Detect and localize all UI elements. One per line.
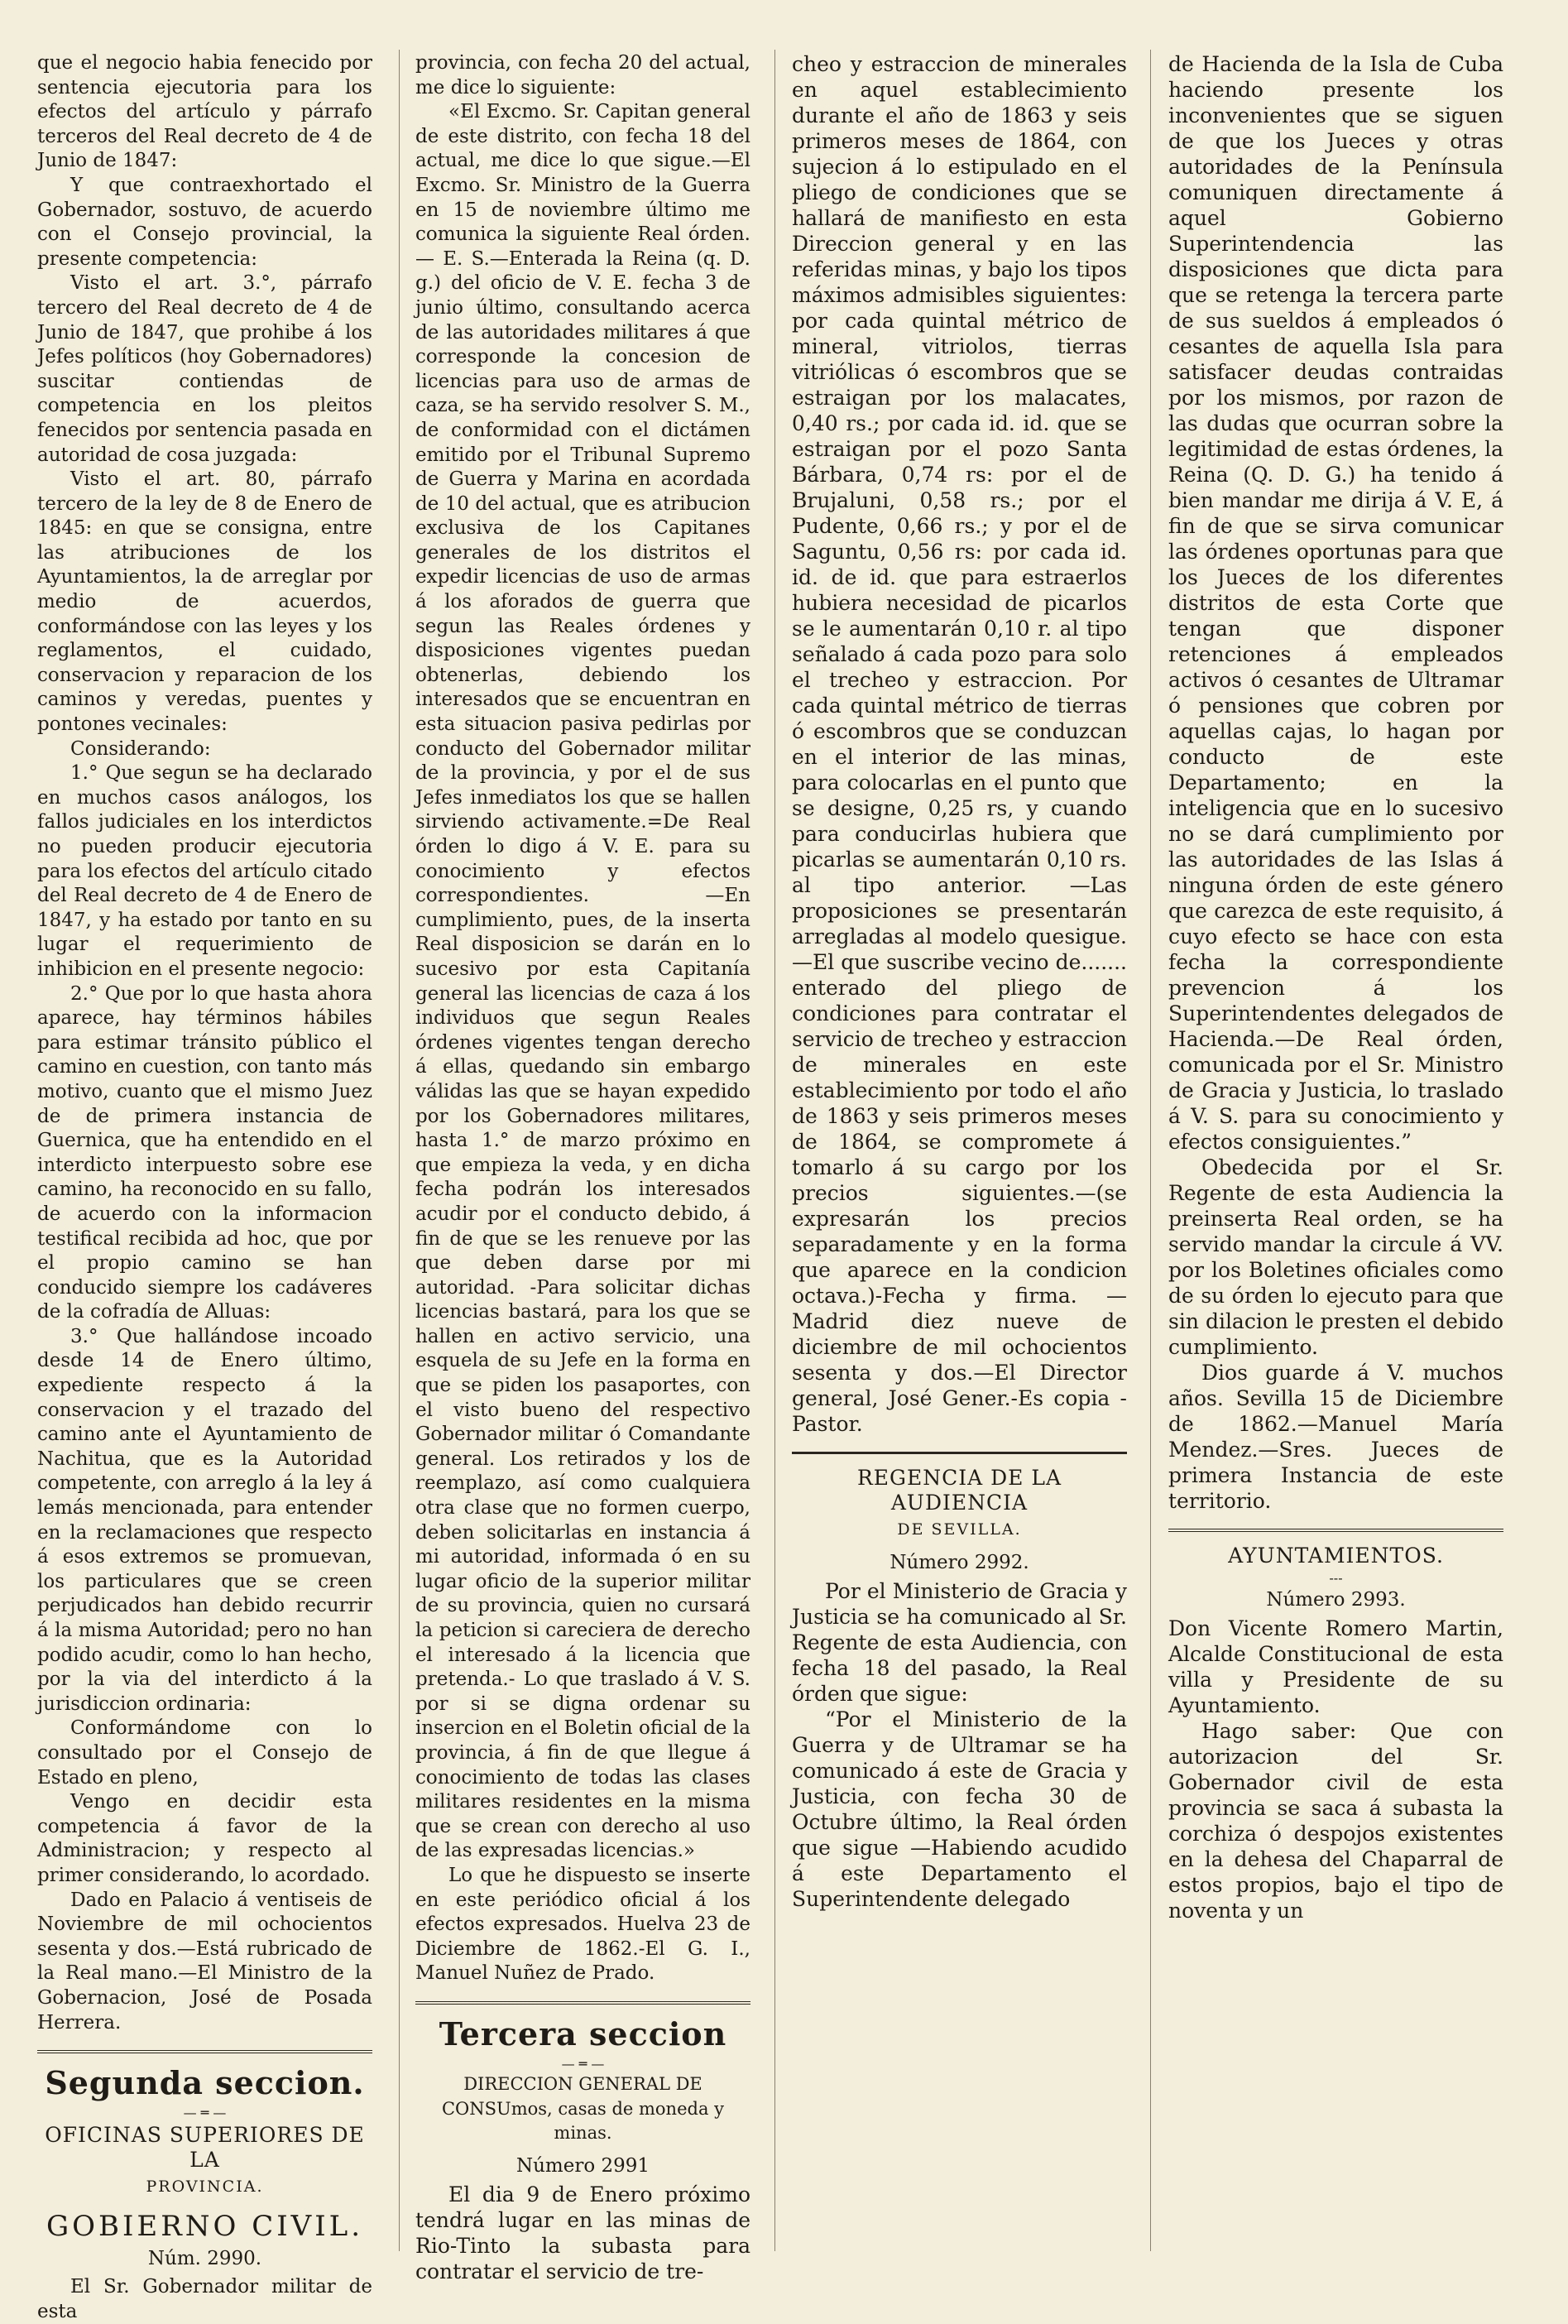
paragraph: Don Vicente Romero Martin, Alcalde Constitucional de esta villa y Presidente de su Ayuntamiento. — [1168, 1616, 1503, 1718]
ornament: — ═ — — [561, 2055, 605, 2072]
paragraph: 2.° Que por lo que hasta ahora aparece, hay términos hábiles para estimar tránsito público el camino en cuestion, con tanto más motivo, cuanto que el mismo Juez de de primera instancia de Guernica, que ha entendido en el interdicto interpuesto sobre ese camino, ha reconocido en su fallo, de acuerdo con la informacion testifical recibida ad hoc, que por el propio camino se han conducido siempre los cadáveres de la cofradía de Alluas: — [37, 982, 372, 1323]
gobierno-title: GOBIERNO CIVIL. — [46, 2209, 364, 2243]
office-title: OFICINAS SUPERIORES DE LA — [45, 2123, 365, 2172]
column-divider — [774, 50, 775, 2251]
notice-number: Número 2992. — [889, 1551, 1029, 1573]
paragraph: de Hacienda de la Isla de Cuba haciendo presente los inconvenientes que se siguen de que los Jueces y otras autoridades de la Península comuniquen directamente á aquel Gobierno Superintendencia las disposiciones que dicta para que se retenga la tercera parte de sus sueldos á empleados ó cesantes de aquella Isla para satisfacer deudas contraidas por los mismos, por razon de las dudas que ocurran sobre la legitimidad de estas órdenes, la Reina (Q. D. G.) ha tenido á bien mandar me dirija á V. E, á fin de que se sirva comunicar las órdenes oportunas para que los Jueces de los diferentes distritos de esta Corte que tengan que disponer retenciones á empleados activos ó cesantes de Ultramar ó pensiones que cobren por aquellas cajas, lo hagan por conducto de este Departamento; en la inteligencia que en lo sucesivo no se dará cumplimiento por las autoridades de las Islas á ninguna órden de este género que carezca de este requisito, á cuyo efecto se hace con esta fecha la correspondiente prevencion á los Superintendentes delegados de Hacienda.—De Real órden, comunicada por el Sr. Ministro de Gracia y Justicia, lo traslado á V. S. para su conocimiento y efectos consiguientes.” — [1168, 52, 1503, 1154]
section-rule — [415, 2001, 750, 2005]
section-rule — [792, 1452, 1127, 1454]
paragraph: Hago saber: Que con autorizacion del Sr. Gobernador civil de esta provincia se saca á subasta la corchiza ó despojos existentes en la dehesa del Chaparral de estos propios, bajo el tipo de noventa y un — [1168, 1719, 1503, 1923]
column-1 — [37, 51, 372, 2324]
paragraph: Dios guarde á V. muchos años. Sevilla 15 de Diciembre de 1862.—Manuel María Mendez.—Sres. Jueces de primera Instancia de este territorio. — [1168, 1361, 1503, 1513]
paragraph: Y que contraexhortado el Gobernador, sostuvo, de acuerdo con el Consejo provincial, la presente competencia: — [37, 174, 372, 270]
paragraph: «El Excmo. Sr. Capitan general de este distrito, con fecha 18 del actual, me dice lo que sigue.—El Excmo. Sr. Ministro de la Guerra en 15 de noviembre último me comunica la siguiente Real órden. — E. S.—Enterada la Reina (q. D. g.) del oficio de V. E. fecha 3 de junio último, consultando acerca de las autoridades militares á que corresponde la concesion de licencias para uso de armas de caza, se ha servido resolver S. M., de conformidad con el dictámen emitido por el Tribunal Supremo de Guerra y Marina en acordada de 10 del actual, que es atribucion exclusiva de los Capitanes generales de los distritos el expedir licencias de uso de armas á los aforados de guerra que segun las Reales órdenes y disposiciones vigentes puedan obtenerlas, debiendo los interesados que se encuentran en esta situacion pasiva pedirlas por conducto del Gobernador militar de la provincia, y por el de sus Jefes inmediatos los que se hallen sirviendo activamente.=De Real órden lo digo á V. E. para su conocimiento y efectos correspondientes. —En cumplimiento, pues, de la inserta Real disposicion se darán en lo sucesivo por esta Capitanía general las licencias de caza á los individuos que segun Reales órdenes vigentes tengan derecho á ellas, quedando sin embargo válidas las que se hayan expedido por los Gobernadores militares, hasta 1.° de marzo próximo en que empieza la veda, y en dicha fecha podrán los interesados acudir por el conducto debido, á fin de que se les renueve por las que deben darse por mi autoridad. -Para solicitar dichas licencias bastará, para los que se hallen en activo servicio, una esquela de su Jefe en la forma en que se piden los pasaportes, con el visto bueno del respectivo Gobernador militar ó Comandante general. Los retirados y los de reemplazo, así como cualquiera otra clase que no formen cuerpo, deben solicitarlas en instancia á mi autoridad, informada ó en su lugar oficio de la superior militar de su provincia, quien no cursará la peticion si careciera de derecho el interesado á la licencia que pretenda.- Lo que traslado á V. S. por si se digna ordenar su insercion en el Boletin oficial de la provincia, á fin de que llegue á conocimiento de todas las clases militares residentes en la misma que se crean con derecho al uso de las expresadas licencias.» — [415, 101, 750, 1862]
paragraph: Dado en Palacio á ventiseis de Noviembre de mil ochocientos sesenta y dos.—Está rubricado de la Real mano.—El Ministro de la Gobernacion, José de Posada Herrera. — [37, 1889, 372, 2034]
office-subtitle: PROVINCIA. — [146, 2178, 264, 2197]
paragraph: El Sr. Gobernador militar de esta — [37, 2276, 372, 2322]
paragraph: Vengo en decidir esta competencia á favor de la Administracion; y respecto al primer considerando, lo acordado. — [37, 1791, 372, 1886]
paragraph: 1.° Que segun se ha declarado en muchos casos análogos, los fallos judiciales en los interdictos no pueden producir ejecutoria para los efectos del artículo citado del Real decreto de 4 de Enero de 1847, y ha estado por tanto en su lugar el requerimiento de inhibicion en el presente negocio: — [37, 762, 372, 980]
notice-number: Número 2993. — [1266, 1588, 1406, 1611]
paragraph: “Por el Ministerio de la Guerra y de Ultramar se ha comunicado á este de Gracia y Justicia, con fecha 30 de Octubre último, la Real órden que sigue —Habiendo acudido á este Departamento el Superintendente delegado — [792, 1707, 1127, 1912]
regencia-subtitle: DE SEVILLA. — [897, 1520, 1022, 1539]
section-title: Tercera seccion — [439, 2014, 727, 2053]
paragraph: El dia 9 de Enero próximo tendrá lugar en las minas de Rio-Tinto la subasta para contratar el servicio de tre- — [415, 2182, 750, 2284]
paragraph: Considerando: — [70, 737, 211, 760]
column-4 — [1168, 51, 1503, 1923]
column-2 — [415, 51, 750, 2284]
paragraph: que el negocio habia fenecido por sentencia ejecutoria para los efectos del artículo y párrafo terceros del Real decreto de 4 de Junio de 1847: — [37, 52, 372, 172]
column-divider — [1150, 50, 1151, 2251]
direction-title: DIRECCION GENERAL DE CONSUmos, casas de moneda y minas. — [441, 2073, 724, 2144]
paragraph: 3.° Que hallándose incoado desde 14 de Enero último, expediente respecto á la conservacion y el trazado del camino ante el Ayuntamiento de Nachitua, que es la Autoridad competente, con arreglo á la ley á lemás mencionada, para entender en la reclamaciones que respecto á esos extremos se promuevan, los particulares que se creen perjudicados han debido recurrir á la misma Autoridad; pero no han podido acudir, como lo han hecho, por la via del interdicto á la jurisdiccion ordinaria: — [37, 1325, 372, 1715]
notice-number: Número 2991 — [515, 2154, 650, 2177]
paragraph: Lo que he dispuesto se inserte en este periódico oficial á los efectos expresados. Huelva 23 de Diciembre de 1862.-El G. I., Manuel Nuñez de Prado. — [415, 1864, 750, 1985]
ornament: — ═ — — [183, 2105, 227, 2121]
ornament: --- — [1329, 1569, 1343, 1586]
paragraph: Conformándome con lo consultado por el Consejo de Estado en pleno, — [37, 1717, 372, 1789]
section-rule — [37, 2050, 372, 2053]
paragraph: Por el Ministerio de Gracia y Justicia se ha comunicado al Sr. Regente de esta Audiencia, con fecha 18 del pasado, la Real órden que sigue: — [792, 1579, 1127, 1707]
section-rule — [1168, 1529, 1503, 1532]
paragraph: Visto el art. 80, párrafo tercero de la ley de 8 de Enero de 1845: en que se consigna, entre las atribuciones de los Ayuntamientos, la de arreglar por medio de acuerdos, conformándose con las leyes y los reglamentos, el cuidado, conservacion y reparacion de los caminos y veredas, puentes y pontones vecinales: — [37, 468, 372, 736]
section-title: Segunda seccion. — [45, 2064, 365, 2102]
paragraph: cheo y estraccion de minerales en aquel establecimiento durante el año de 1863 y seis primeros meses de 1864, con sujecion á lo estipulado en el pliego de condiciones que se hallará de manifiesto en esta Direccion general y en las referidas minas, y bajo los tipos máximos admisibles siguientes: por cada quintal métrico de mineral, vitriolos, tierras vitriólicas ó escombros que se estraigan por los malacates, 0,40 rs.; por cada id. id. que se estraigan por el pozo Santa Bárbara, 0,74 rs: por el de Brujaluni, 0,58 rs.; por el Pudente, 0,66 rs.; y por el de Saguntu, 0,56 rs: por cada id. id. de id. que para estraerlos hubiera necesidad de picarlos se le aumentarán 0,10 r. al tipo señalado á cada pozo para solo el trecheo y estraccion. Por cada quintal métrico de tierras ó escombros que se conduzcan en el interior de las minas, para colocarlas en el punto que se designe, 0,25 rs, y cuando para conducirlas hubiera que picarlas se aumentarán 0,10 rs. al tipo anterior. —Las proposiciones se presentarán arregladas al modelo quesigue.—El que suscribe vecino de....... enterado del pliego de condiciones para contratar el servicio de trecheo y estraccion de minerales en este establecimiento por todo el año de 1863 y seis primeros meses de 1864, se compromete á tomarlo á su cargo por los precios siguientes.—(se expresarán los precios separadamente y en la forma que aparece en la condicion octava.)-Fecha y firma. —Madrid diez nueve de diciembre de mil ochocientos sesenta y dos.—El Director general, José Gener.-Es copia -Pastor. — [792, 52, 1127, 1436]
paragraph: provincia, con fecha 20 del actual, me dice lo siguiente: — [415, 52, 750, 98]
ayuntamientos-title: AYUNTAMIENTOS. — [1228, 1544, 1444, 1568]
column-3 — [792, 51, 1127, 1912]
notice-number: Núm. 2990. — [147, 2248, 262, 2270]
paragraph: Visto el art. 3.°, párrafo tercero del Real decreto de 4 de Junio de 1847, que prohibe á los Jefes políticos (hoy Gobernadores) suscitar contiendas de competencia en los pleitos fenecidos por sentencia pasada en autoridad de cosa juzgada: — [37, 272, 372, 466]
paragraph: Obedecida por el Sr. Regente de esta Audiencia la preinserta Real orden, se ha servido mandar la circule á VV. por los Boletines oficiales como de su órden lo ejecuto para que sin dilacion le presten el debido cumplimiento. — [1168, 1155, 1503, 1359]
regencia-title: REGENCIA DE LA AUDIENCIA — [856, 1466, 1062, 1515]
column-divider — [399, 50, 400, 2251]
